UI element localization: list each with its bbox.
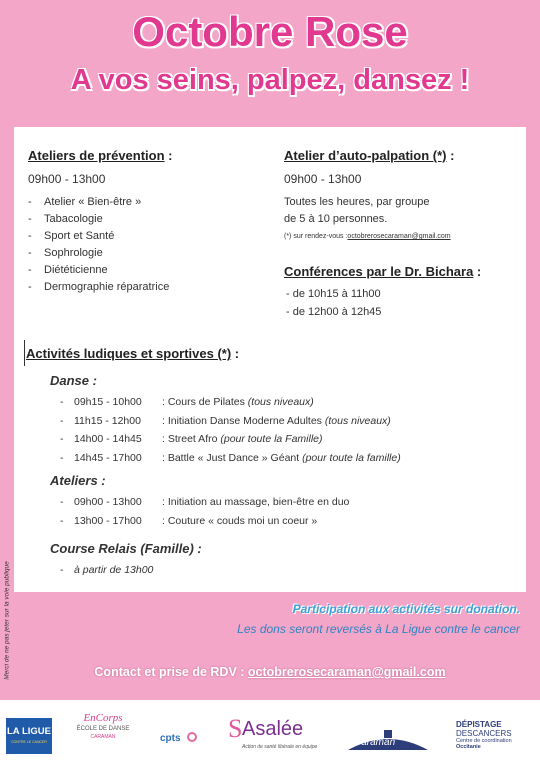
caraman-logo: Caraman xyxy=(340,724,436,754)
partner-logos xyxy=(0,700,540,770)
list-item: - Diététicienne xyxy=(28,264,108,276)
schedule-row: - 09h00 - 13h00 : Initiation au massage, bien-être en duo xyxy=(60,496,350,508)
relais-label: Course Relais (Famille) : xyxy=(50,541,202,556)
cpts-circle-icon xyxy=(187,732,197,742)
list-item: - Dermographie réparatrice xyxy=(28,281,170,293)
autopalpation-line2: de 5 à 10 personnes. xyxy=(284,213,388,225)
activities-heading-colon: : xyxy=(231,346,240,361)
contact-line: Contact et prise de RDV : octobrerosecaraman@gmail.com xyxy=(94,665,446,679)
autopalpation-line1: Toutes les heures, par groupe xyxy=(284,196,430,208)
appointment-email-link[interactable]: octobrerosecaraman@gmail.com xyxy=(347,233,451,240)
ligue-logo: LA LIGUE CONTRE LE CANCER xyxy=(6,718,52,754)
autopalpation-heading-colon: : xyxy=(446,148,455,163)
autopalpation-heading: Atelier d’auto-palpation (*) xyxy=(284,148,447,163)
activities-heading: Activités ludiques et sportives (*) xyxy=(26,346,232,361)
conferences-heading-colon: : xyxy=(473,264,482,279)
prevention-heading-colon: : xyxy=(164,148,173,163)
ateliers-schedule xyxy=(60,493,349,530)
schedule-row: - 11h15 - 12h00 : Initiation Danse Moderne Adultes (tous niveaux) xyxy=(60,414,391,427)
appointment-note: (*) sur rendez-vous :octobrerosecaraman@gmail.com xyxy=(284,233,451,240)
program-panel xyxy=(14,127,526,592)
depistage-logo: DÉPISTAGE DESCANCERS Centre de coordination Occitanie xyxy=(456,720,512,750)
list-item: - Sophrologie xyxy=(28,247,103,259)
activities-section xyxy=(26,345,239,363)
prevention-heading: Ateliers de prévention xyxy=(28,148,165,163)
autopalpation-hours: 09h00 - 13h00 xyxy=(284,172,362,186)
schedule-row: - 09h15 - 10h00 : Cours de Pilates (tous niveaux) xyxy=(60,396,314,408)
prevention-hours: 09h00 - 13h00 xyxy=(28,172,106,186)
autopalpation-section xyxy=(284,147,454,165)
contact-email-link[interactable]: octobrerosecaraman@gmail.com xyxy=(247,665,446,679)
schedule-row: - 14h45 - 17h00 : Battle « Just Dance » Géant (pour toute la famille) xyxy=(60,451,401,464)
list-item: - Sport et Santé xyxy=(28,230,115,242)
encorps-logo: EnCorps ÉCOLE DE DANSE CARAMAN xyxy=(76,712,130,740)
danse-schedule xyxy=(60,393,401,467)
conferences-section xyxy=(284,263,481,281)
schedule-row: - 13h00 - 17h00 : Couture « couds moi un coeur » xyxy=(60,514,318,527)
relais-time: - à partir de 13h00 xyxy=(60,564,154,576)
donation-line-1: Participation aux activités sur donation. xyxy=(292,602,520,616)
page-subtitle: A vos seins, palpez, dansez ! xyxy=(70,64,470,96)
asalee-swirl-icon: S xyxy=(228,714,243,743)
prevention-section xyxy=(28,147,173,165)
cpts-logo: cpts xyxy=(160,728,204,748)
page-title: Octobre Rose xyxy=(132,8,408,55)
prevention-list xyxy=(28,194,169,296)
disposal-note: Merci de ne pas jeter sur la voie publique xyxy=(3,561,11,680)
conferences-heading: Conférences par le Dr. Bichara xyxy=(284,264,474,279)
danse-label: Danse : xyxy=(50,373,97,388)
conference-time-1: - de 10h15 à 11h00 xyxy=(286,288,381,300)
list-item: - Tabacologie xyxy=(28,213,103,225)
asalee-logo: S Asalée Action de santé libérale en équipe xyxy=(228,714,318,750)
schedule-row: - 14h00 - 14h45 : Street Afro (pour toute la Famille) xyxy=(60,433,323,445)
conference-time-2: - de 12h00 à 12h45 xyxy=(286,306,382,318)
ateliers-label: Ateliers : xyxy=(50,473,106,488)
donation-line-2: Les dons seront reversés à La Ligue contre le cancer xyxy=(237,622,520,636)
list-item: - Atelier « Bien-être » xyxy=(28,196,142,208)
text-cursor xyxy=(24,340,25,366)
